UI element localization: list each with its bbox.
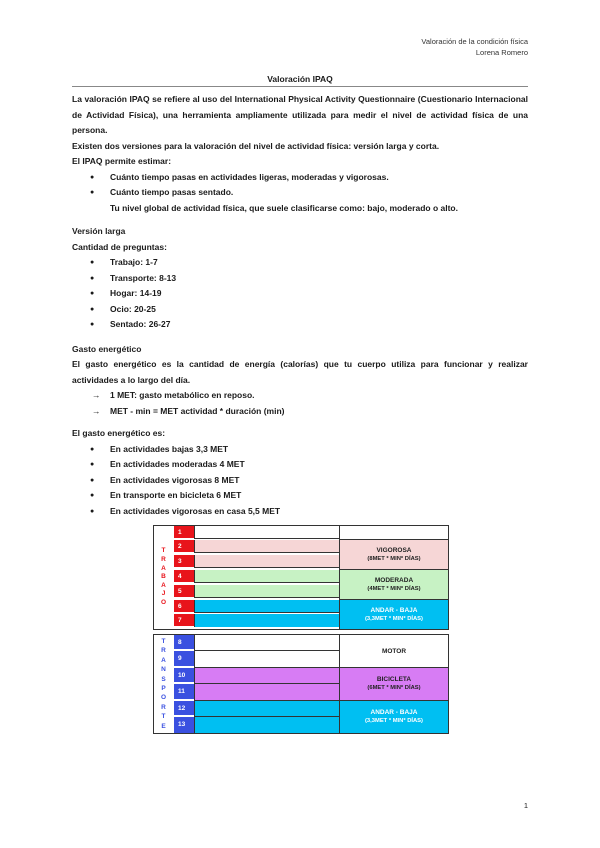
category-vigorosa: VIGOROSA (8MET * MIN* DÍAS) — [339, 540, 448, 570]
table-cell — [339, 526, 448, 540]
row-number: 5 — [174, 585, 194, 598]
list-item: ● En actividades moderadas 4 MET — [72, 457, 528, 473]
list-item: ● Hogar: 14-19 — [72, 286, 528, 302]
table-cell — [194, 668, 339, 684]
trabajo-table — [153, 525, 449, 630]
intro-paragraph: La valoración IPAQ se refiere al uso del International Physical Activity Questionnaire (Cuestionario Internacional de Actividad Física), una herramienta ampliamente utilizada para medir el nivel de actividad física de una persona. — [72, 94, 528, 135]
header-right — [421, 36, 528, 58]
questions-count-label: Cantidad de preguntas: — [72, 241, 167, 252]
category-bicicleta: BICICLETA (6MET * MIN* DÍAS) — [339, 668, 448, 701]
met-definitions — [72, 388, 528, 419]
arrow-icon: → — [92, 405, 101, 416]
row-number: 1 — [174, 526, 194, 539]
arrow-icon: → — [92, 390, 101, 400]
table-cell — [194, 635, 339, 651]
page-number: 1 — [523, 801, 528, 810]
list-item: ● Transporte: 8-13 — [72, 271, 528, 287]
table-cell — [194, 717, 339, 733]
row-number: 9 — [174, 651, 194, 667]
gasto-paragraph: El gasto energético es la cantidad de energía (calorías) que tu cuerpo utiliza para funcionar y realizar actividades a lo largo del día. — [72, 359, 528, 385]
header-author: Lorena Romero — [475, 48, 528, 57]
table-cell — [194, 526, 339, 539]
list-item: ● En actividades vigorosas en casa 5,5 MET — [72, 504, 528, 520]
list-item: ● Ocio: 20-25 — [72, 302, 528, 318]
list-item: ● En actividades vigorosas 8 MET — [72, 473, 528, 489]
row-number: 12 — [174, 701, 194, 716]
list-item: → 1 MET: gasto metabólico en reposo. — [72, 388, 528, 404]
table-cell — [194, 701, 339, 717]
row-number: 8 — [174, 635, 194, 650]
gasto-list-heading: El gasto energético es: — [72, 428, 166, 438]
versions-paragraph: Existen dos versiones para la valoración del nivel de actividad física: versión larga y corta. — [72, 140, 440, 151]
category-moderada: MODERADA (4MET * MIN* DÍAS) — [339, 570, 448, 600]
list-item: ● Trabajo: 1-7 — [72, 255, 528, 271]
list-item: ● Sentado: 26-27 — [72, 317, 528, 333]
table-cell — [194, 540, 339, 553]
row-number: 10 — [174, 668, 194, 683]
row-number: 11 — [174, 684, 194, 700]
list-item: ● En transporte en bicicleta 6 MET — [72, 488, 528, 504]
row-number: 4 — [174, 570, 194, 583]
row-number: 13 — [174, 717, 194, 733]
row-number: 6 — [174, 600, 194, 613]
row-number: 3 — [174, 555, 194, 568]
row-number: 2 — [174, 540, 194, 553]
list-item: ● Cuánto tiempo pasas sentado. — [72, 185, 528, 201]
list-item: → MET - min = MET actividad * duración (min) — [72, 404, 528, 420]
trabajo-vertical-label: T R A B A J O — [160, 547, 167, 606]
row-number: 7 — [174, 614, 194, 627]
table-cell — [194, 600, 339, 613]
category-motor: MOTOR — [339, 635, 448, 668]
estimate-list — [72, 170, 528, 201]
transporte-table — [153, 634, 449, 734]
table-cell — [194, 555, 339, 568]
page-title: Valoración IPAQ — [72, 74, 528, 87]
transporte-vertical-label: T R A N S P O R T E — [160, 637, 167, 730]
table-cell — [194, 651, 339, 668]
document-body — [72, 92, 528, 519]
header-document-title: Valoración de la condición física — [421, 37, 528, 46]
questions-list — [72, 255, 528, 333]
global-level-note: Tu nivel global de actividad física, que suele clasificarse como: bajo, moderado o alto. — [110, 202, 458, 213]
table-cell — [194, 684, 339, 701]
table-cell — [194, 585, 339, 598]
estimate-paragraph: El IPAQ permite estimar: — [72, 156, 172, 166]
list-item: ● En actividades bajas 3,3 MET — [72, 442, 528, 458]
category-andar-baja: ANDAR - BAJA (3,3MET * MIN* DÍAS) — [339, 701, 448, 733]
gasto-list — [72, 442, 528, 520]
table-cell — [194, 614, 339, 627]
table-cell — [194, 570, 339, 583]
gasto-heading: Gasto energético — [72, 343, 142, 354]
category-andar-baja: ANDAR - BAJA (3,3MET * MIN* DÍAS) — [339, 600, 448, 629]
list-item: ● Cuánto tiempo pasas en actividades ligeras, moderadas y vigorosas. — [72, 170, 528, 186]
version-larga-heading: Versión larga — [72, 226, 126, 236]
